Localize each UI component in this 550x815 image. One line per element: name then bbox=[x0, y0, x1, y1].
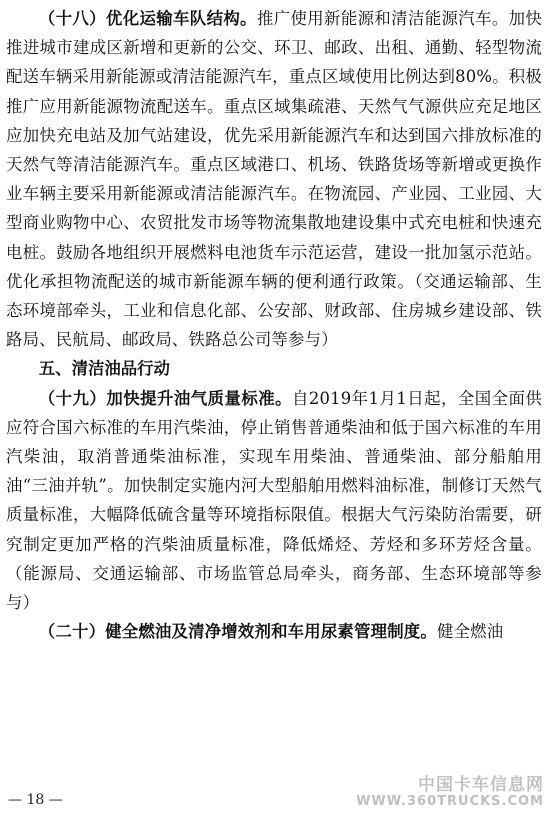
section-20-body: 健全燃油 bbox=[436, 622, 504, 642]
paragraph-section-20 bbox=[6, 617, 542, 646]
document-body bbox=[6, 4, 542, 646]
section-20-title: （二十）健全燃油及清净增效剂和车用尿素管理制度。 bbox=[38, 622, 437, 642]
section-18-body: 推广使用新能源和清洁能源汽车。加快推进城市建成区新增和更新的公交、环卫、邮政、出租、通勤、轻型物流配送车辆采用新能源或清洁能源汽车，重点区域使用比例达到80%。积极推广应用新能源物流配送车。重点区域集疏港、天然气气源供应充足地区应加快充电站及加气站建设，优先采用新能源汽车和达到国六排放标准的天然气等清洁能源汽车。重点区域港口、机场、铁路货场等新增或更换作业车辆主要采用新能源或清洁能源汽车。在物流园、产业园、工业园、大型商业购物中心、农贸批发市场等物流集散地建设集中式充电桩和快速充电桩。鼓励各地组织开展燃料电池货车示范运营，建设一批加氢示范站。优化承担物流配送的城市新能源车辆的便利通行政策。（交通运输部、生态环境部牵头，工业和信息化部、公安部、财政部、住房城乡建设部、铁路局、民航局、邮政局、铁路总公司等参与） bbox=[6, 9, 542, 350]
page-number: — 18 — bbox=[8, 792, 63, 808]
watermark-title: 中国卡车信息网 bbox=[418, 775, 544, 795]
section-19-body: 自2019年1月1日起，全国全面供应符合国六标准的车用汽柴油，停止销售普通柴油和低于国六标准的车用汽柴油，取消普通柴油标准，实现车用柴油、普通柴油、部分船舶用油“三油并轨”。加快制定实施内河大型船舶用燃料油标准，制修订天然气质量标准，大幅降低硫含量等环境指标限值。根据大气污染防治需要，研究制定更加严格的汽柴油质量标准，降低烯烃、芳烃和多环芳烃含量。（能源局、交通运输部、市场监管总局牵头，商务部、生态环境部等参与） bbox=[6, 388, 543, 613]
section-19-title: （十九）加快提升油气质量标准。 bbox=[38, 388, 292, 408]
paragraph-section-19 bbox=[6, 384, 542, 618]
watermark-url: WWW.360TRUCKS.COM bbox=[356, 794, 544, 809]
section-18-title: （十八）优化运输车队结构。 bbox=[38, 9, 257, 28]
site-watermark bbox=[356, 770, 544, 812]
paragraph-section-18 bbox=[6, 4, 542, 354]
chapter-heading-5: 五、清洁油品行动 bbox=[38, 359, 170, 379]
